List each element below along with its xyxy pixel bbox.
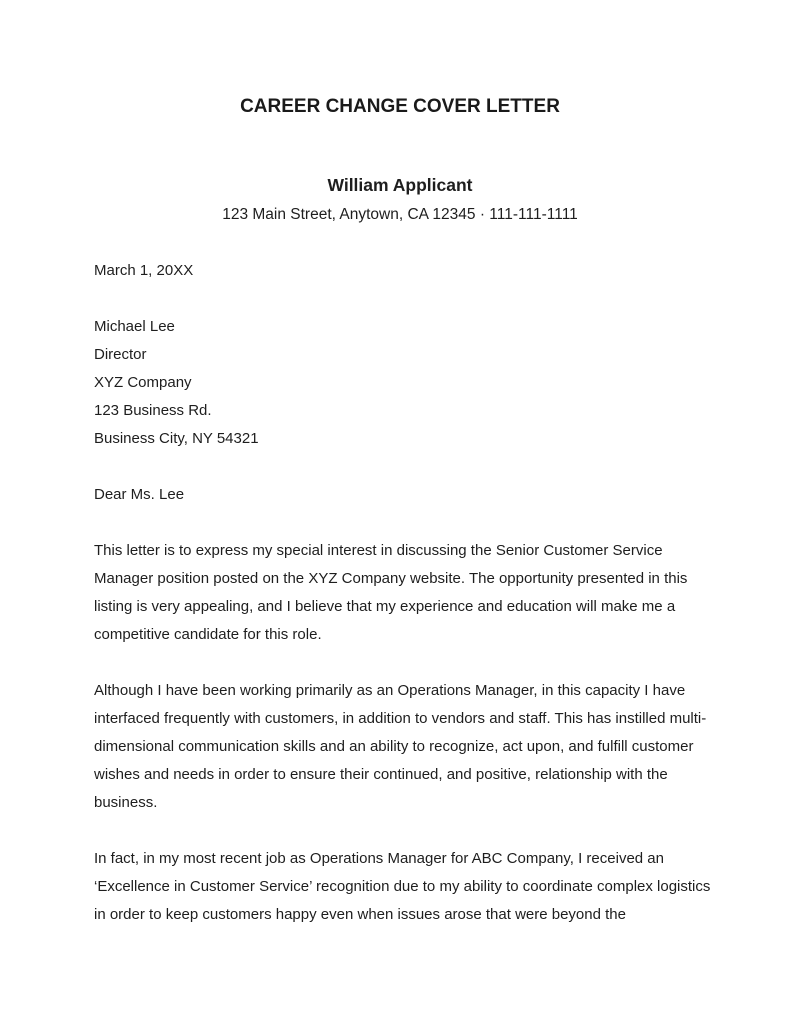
recipient-company: XYZ Company xyxy=(94,374,192,391)
body-paragraph-2: Although I have been working primarily as an Operations Manager, in this capacity I have interfaced frequently with customers, in addition to vendors and staff. This has instilled multi-dimensional communication skills and an ability to recognize, act upon, and fulfill customer wishes and needs in order to ensure their continued, and positive, relationship with the business. xyxy=(94,682,707,811)
sender-contact-line: 123 Main Street, Anytown, CA 12345 · 111-111-1111 xyxy=(222,206,578,223)
sender-name: William Applicant xyxy=(327,175,473,195)
body-paragraph-1: This letter is to express my special interest in discussing the Senior Customer Service Manager position posted on the XYZ Company website. The opportunity presented in this listing is very appealing, and I believe that my experience and education will make me a competitive candidate for this role. xyxy=(94,542,688,643)
recipient-title: Director xyxy=(94,346,147,363)
recipient-street: 123 Business Rd. xyxy=(94,402,212,419)
document-title: CAREER CHANGE COVER LETTER xyxy=(240,96,560,117)
date-line: March 1, 20XX xyxy=(94,262,194,279)
recipient-block xyxy=(94,313,706,453)
body-paragraph-3: In fact, in my most recent job as Operations Manager for ABC Company, I received an ‘Excellence in Customer Service’ recognition due to my ability to coordinate complex logistics in order to keep customers happy even when issues arose that were beyond the xyxy=(94,850,711,923)
recipient-city: Business City, NY 54321 xyxy=(94,430,259,447)
salutation: Dear Ms. Lee xyxy=(94,486,185,503)
recipient-name: Michael Lee xyxy=(94,318,175,335)
